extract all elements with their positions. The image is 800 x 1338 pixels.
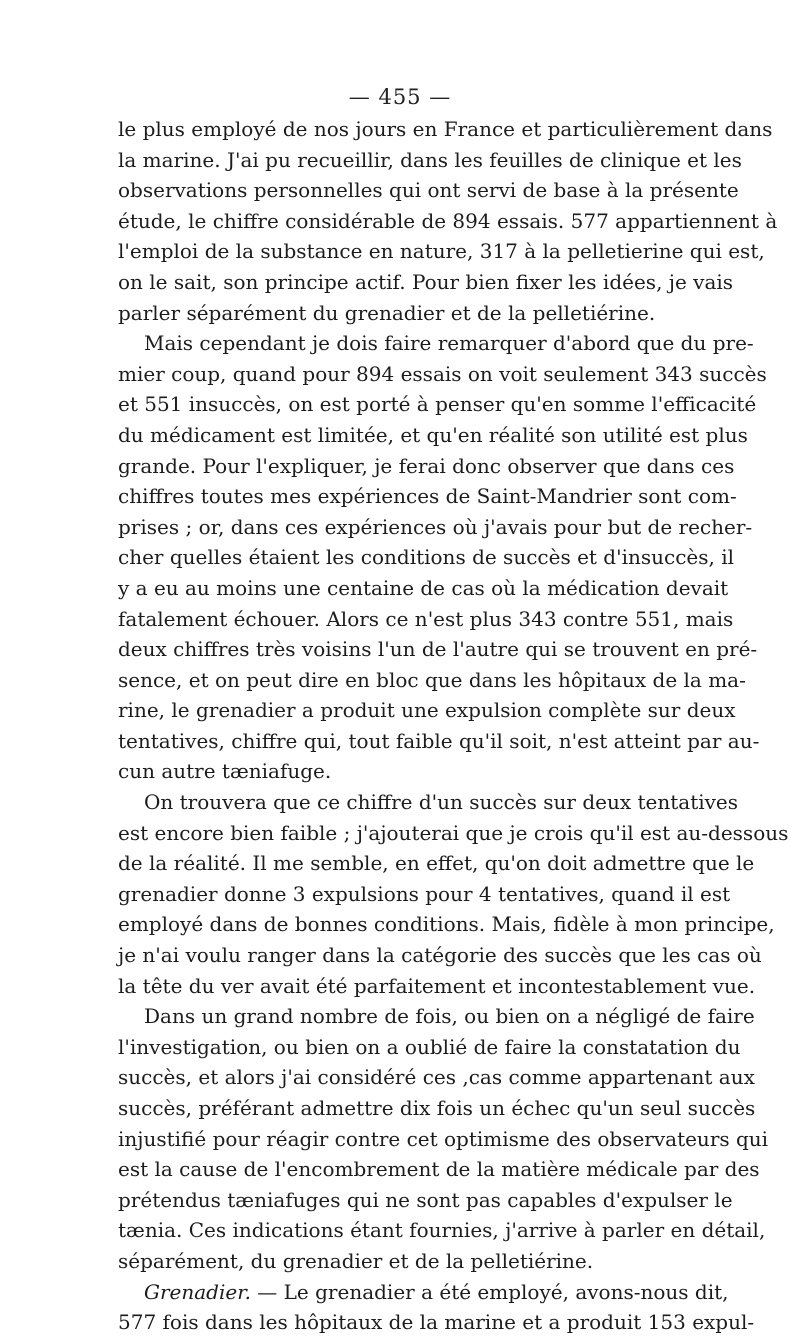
text-line: injustifié pour réagir contre cet optimisme des observateurs qui xyxy=(118,1126,769,1151)
text-line: cher quelles étaient les conditions de succès et d'insuccès, il xyxy=(118,545,735,570)
text-line: on le sait, son principe actif. Pour bien fixer les idées, je vais xyxy=(118,269,734,294)
text-line: parler séparément du grenadier et de la pelletiérine. xyxy=(118,300,656,325)
text-line: rine, le grenadier a produit une expulsion complète sur deux xyxy=(118,698,736,723)
body-text xyxy=(118,114,789,1338)
text-line: est encore bien faible ; j'ajouterai que je crois qu'il est au-dessous xyxy=(118,820,789,845)
section-heading: Grenadier. xyxy=(144,1279,251,1304)
text-line: Dans un grand nombre de fois, ou bien on a négligé de faire xyxy=(144,1004,755,1029)
text-line: du médicament est limitée, et qu'en réalité son utilité est plus xyxy=(118,422,748,447)
text-line: grenadier donne 3 expulsions pour 4 tentatives, quand il est xyxy=(118,881,731,906)
section-line xyxy=(118,1277,729,1308)
text-line: et 551 insuccès, on est porté à penser qu'en somme l'efficacité xyxy=(118,392,757,417)
text-line: prises ; or, dans ces expériences où j'avais pour but de recher- xyxy=(118,514,753,539)
text-line: tentatives, chiffre qui, tout faible qu'il soit, n'est atteint par au- xyxy=(118,728,760,753)
section-text: — Le grenadier a été employé, avons-nous dit, xyxy=(250,1279,729,1304)
text-line: chiffres toutes mes expériences de Saint-Mandrier sont com- xyxy=(118,484,737,509)
text-line: employé dans de bonnes conditions. Mais, fidèle à mon principe, xyxy=(118,912,775,937)
text-line: succès, préférant admettre dix fois un échec qu'un seul succès xyxy=(118,1096,756,1120)
text-line: tænia. Ces indications étant fournies, j'arrive à parler en détail, xyxy=(118,1218,766,1243)
text-line: le plus employé de nos jours en France et particulièrement dans xyxy=(118,117,773,141)
text-line: je n'ai voulu ranger dans la catégorie des succès que les cas où xyxy=(118,943,762,968)
text-line: l'emploi de la substance en nature, 317 à la pelletierine qui est, xyxy=(118,239,765,264)
text-line: On trouvera que ce chiffre d'un succès sur deux tentatives xyxy=(144,790,739,815)
text-line: la tête du ver avait été parfaitement et incontestablement vue. xyxy=(118,973,756,998)
text-line: deux chiffres très voisins l'un de l'autre qui se trouvent en pré- xyxy=(118,637,758,662)
text-line: sence, et on peut dire en bloc que dans les hôpitaux de la ma- xyxy=(118,667,746,692)
text-line: est la cause de l'encombrement de la matière médicale par des xyxy=(118,1157,760,1182)
text-line: Mais cependant je dois faire remarquer d'abord que du pre- xyxy=(144,331,754,356)
text-line: y a eu au moins une centaine de cas où la médication devait xyxy=(118,575,729,600)
text-line: la marine. J'ai pu recueillir, dans les feuilles de clinique et les xyxy=(118,147,742,172)
page-number: — 455 — xyxy=(348,85,452,109)
text-line: 577 fois dans les hôpitaux de la marine et a produit 153 expul- xyxy=(118,1310,755,1335)
text-line: fatalement échouer. Alors ce n'est plus 343 contre 551, mais xyxy=(118,606,734,631)
text-line: cun autre tæniafuge. xyxy=(118,759,332,784)
text-line: observations personnelles qui ont servi de base à la présente xyxy=(118,178,739,203)
text-line: succès, et alors j'ai considéré ces ,cas comme appartenant aux xyxy=(118,1065,755,1090)
text-line: prétendus tæniafuges qui ne sont pas capables d'expulser le xyxy=(118,1187,733,1212)
text-line: étude, le chiffre considérable de 894 essais. 577 appartiennent à xyxy=(118,208,778,233)
text-line: mier coup, quand pour 894 essais on voit seulement 343 succès xyxy=(118,361,767,386)
text-line: grande. Pour l'expliquer, je ferai donc observer que dans ces xyxy=(118,453,735,478)
text-line: de la réalité. Il me semble, en effet, qu'on doit admettre que le xyxy=(118,851,755,876)
text-line: séparément, du grenadier et de la pelletiérine. xyxy=(118,1248,594,1273)
text-line: l'investigation, ou bien on a oublié de faire la constatation du xyxy=(118,1034,741,1059)
